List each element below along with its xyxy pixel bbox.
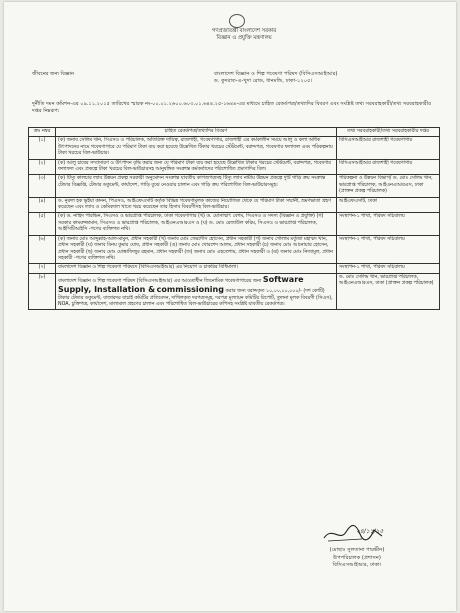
row-details: (ক) ড. নাহিদ পারভিন, সিএসও ও ভারপ্রাপ্ত পরিচালক, ঢাকা গবেষণাগার (খ) ড. মোসাম্মাৎ বেগম, সিএসও ও সদস্য (বিজ্ঞান ও প্রযুক্তি) (গ) সরকার কামরুজ্জামান, সিএসও ও ভারপ্রাপ্ত পরিচালক, আইএনএআরএস ও (ঘ) ড. মোঃ রেজাউল করিম, সিএসও ও ভারপ্রাপ্ত পরিচালক, আইসিটিআইসি -গণের ব্যক্তিগত নথি। [56,213,337,235]
motto: জীবনের জন্য বিজ্ঞান [32,71,74,77]
row-serial: (৭) [29,264,56,273]
row-provider: সংস্থাপন-১ শাখা, পরিষদ সচিবালয় [337,213,440,235]
row-provider: পরিকল্পনা ও উন্নয়ন বিভাগ/ ড. মোঃ সেলিম খান, ভারপ্রাপ্ত পরিচালক, আইএনএআরএস, ঢাকা (প্রাক্তন প্রকল্প পরিচালক) [337,175,440,197]
row-serial: (১) [29,137,56,159]
records-table [28,127,440,310]
government-emblem-icon [229,14,245,28]
government-name: গণপ্রজাতন্ত্রী বাংলাদেশ সরকার [211,28,277,34]
header-provider: তথ্য সরবরাহকারী/তথ্য সরবরাহকারীর দপ্তর [337,128,440,137]
row-provider: সংস্থাপন-২ শাখা, পরিষদ সচিবালয় [337,235,440,264]
organization-address: ড. কুদরাত-এ-খুদা রোড, ধানমন্ডি, ঢাকা-১২০৫। [214,78,313,84]
organization-name: বাংলাদেশ বিজ্ঞান ও শিল্প গবেষণা পরিষদ (বিসিএসআইআর) [214,71,338,77]
row-provider: বিসিএসআইআর রাজশাহী গবেষণাগার [337,159,440,175]
table-row [29,175,440,197]
row-serial: (৬) [29,235,56,264]
memo-text: দুর্নীতি দমন কমিশন-এর ০৯.১১.২০১৫ তারিখের স্মারক নং-০০.০১.২৬০০.৬০৩.০১.৬৪৪.২৫-১৬৪৪-এর মাধ্যমে চাহিত রেকর্ডপত্র/তথ্যাদির বিবরণ এবং সংশ্লিষ্ট তথ্য সরবরাহকারী/তথ্য সরবরাহকারীর দপ্তর নিম্নরূপ: [32,101,431,115]
row-provider: ড. মোঃ সেলিম খান, ভারপ্রাপ্ত পরিচালক, আইএনএআরএস, ঢাকা (প্রাক্তন প্রকল্প পরিচালক) [337,273,440,310]
row-details: (ক) জনাব সেলিম খান, সিএসও ও পরিচালক, অতিরিক্ত দায়িত্ব, রাজশাহী, গবেষণাগার, রাজশাহী এর কর্মকালীন সময়ে আলু ও কলা অধিক উৎপাদনের নামে গবেষণাগারে যে পরিমাণ টাকা ব্যয় করা হয়েছে উল্লেখিত টিকার খরচের স্টেটমেন্ট, বরাদ্দপত্র, গবেষণার ফলাফল এবং পরিকল্পনায় টাকা খরচের বিল-ভাউচার। [56,137,337,159]
row-serial: (৮) [29,273,56,310]
signatory-office: বিসিএসআইআর, ঢাকা। [332,562,382,568]
row-details [56,273,337,310]
header-details: চাহিত রেকর্ডপত্র/তথ্যাদির বিবরণ [56,128,337,137]
table-row [29,273,440,310]
row-details-rest: করার জন্য বরাদ্দকৃত ১০,০০,০০,০০০/- (দশ কোটি) টাকার টেন্ডার ডকুমেন্ট, বাজারদর যাচাই কমিটির প্রতিবেদন, দাখিলকৃত দরপত্রসমূহ, দরপত্র মূল্যায়ন কমিটির রিপোর্ট, তুলনা মূলক বিবরণী (সিএস), NOA, চুক্তিপত্র, কার্যাদেশ, মালামাল গ্রহণের চালান এবং পরিশোধিত বিল-ভাউচারের কপিসহ সংশ্লিষ্ট যাবতীয় রেকর্ডপত্র। [58,289,333,307]
ministry-name: বিজ্ঞান ও প্রযুক্তি মন্ত্রণালয় [216,35,272,41]
row-details-intro: বাংলাদেশ বিজ্ঞান ও শিল্প গবেষণা পরিষদ (বিসিএসআইআর) এর আওতাধীন জিনোমিক গবেষণাগারের জন্য [58,278,262,284]
row-details-emphasis: Software Supply, Installation & [58,274,304,295]
row-details: ড. নুরুল হক ভূইয়া কানন, পিএসও, আইএফএসটি কর্তৃক বিভিন্ন গবেষণামূলক কাজের নিয়োজিত থেকে যে পরিমাণ টাকা সম্মানী, ভ্রমণভাতা গ্রহণ করেছেন এবং ল্যাব ও কেমিক্যাল খাতে খরচ করেছেন তার হিসাব বিবরণীসহ বিল-ভাউচার। [56,197,337,213]
row-serial: (২) [29,159,56,175]
row-details: (ক) জনাব মোঃ আব্দুল্লাহ-আল-মামুন, প্রধান সহকারী (খ) জনাব মোঃ ফেরদৌস হোসেন, প্রধান সহকারী (গ) জনাব গোলাম মর্তুজা মহাম্মদ খান, প্রধান সহকারী (ঘ) জনাব বিনয় কুমার ঘোষ, প্রধান সহকারী (ঙ) জনাব মোঃ খোরশেদ আলম, প্রধান সহকারী (চ) জনাব মোঃ আনোয়ার হোসেন, প্রধান সহকারী (ছ) জনাব মোঃ মোস্তাফিজুর রহমান, প্রধান সহকারী (জ) জনাব মোঃ এহতেশাম, প্রধান সহকারী ও (ঝ) জনাব মোঃ নিজামুল, প্রধান সহকারী -গণের ব্যক্তিগত নথি। [56,235,337,264]
row-details: বাংলাদেশ বিজ্ঞান ও শিল্প গবেষণা পরিষদে (বিসিএসআইআর) এর নিয়োগ ও চাকরির বিধিমালা। [56,264,337,273]
signatory-name: (মোছাঃ সুলতানা পারভীন) [329,547,385,553]
table-row [29,264,440,273]
table-header-row [29,128,440,137]
table-row [29,213,440,235]
document-page [4,2,456,611]
table-row [29,235,440,264]
row-provider: সংস্থাপন-১ শাখা, পরিষদ সচিবালয় [337,264,440,273]
row-serial: (৩) [29,175,56,197]
row-details: (ক) টিস্যু কালচার ল্যাব উন্নয়ন প্রকল্প সরকারী অনুমোদন সংক্রান্ত যাবতীয় কাগজপত্রসহ টিস্যু ল্যাব নামীয় উন্নয়ন প্রকল্পে দুটি গাড়ি ক্রয় সংক্রান্ত টেন্ডার বিজ্ঞপ্তি, টেন্ডার ডকুমেন্ট, কার্যাদেশ, গাড়ি বুঝে নেওয়ার চালান এবং গাড়ি ক্রয় পরিশোধিত বিল-ভাউচারসমূহ। [56,175,337,197]
row-serial: (৫) [29,213,56,235]
row-provider: আইএফএসটি, ঢাকা [337,197,440,213]
signature-block [302,547,412,570]
table-row [29,197,440,213]
row-serial: (৪) [29,197,56,213]
row-details-emphasis-2: commissioning [156,285,224,295]
signatory-designation: উপপরিচালক (প্রশাসন) [333,554,381,561]
header-serial: ক্রঃ নম্বর [29,128,56,137]
table-row [29,159,440,175]
row-details: (ক) আলু চাষের সম্প্রসারণ ও উৎপাদন বৃদ্ধি করার জন্য যে পরিমাণ টাকা ব্যয় করা হয়েছে উল্লেখিত টাকার খরচের স্টেটমেন্ট, বরাদ্দপত্র, গবেষণার ফলাফল এবং প্রকল্পে টাকা খরচের বিল-ভাউচারসহ আনুষঙ্গিক সংক্রান্ত কর্মকর্তাদের পরিশোধিত প্রমাণাদির বিল। [56,159,337,175]
row-provider: বিসিএসআইআর রাজশাহী গবেষণাগার [337,137,440,159]
table-row [29,137,440,159]
signature-date: ২৪/১১/১৫ [356,528,384,535]
